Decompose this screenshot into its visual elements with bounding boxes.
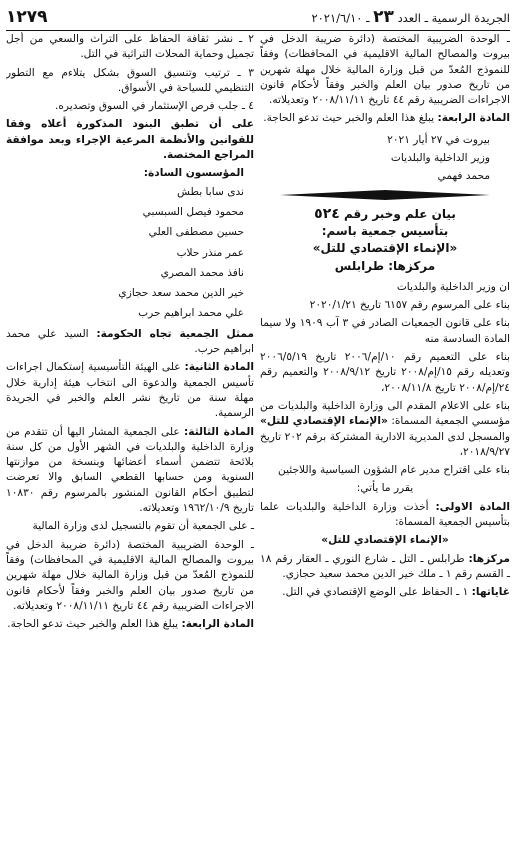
basis-law: بناء على قانون الجمعيات الصادر في ٣ آب ١٩٠٩ ولا سيما المادة السادسة منه bbox=[260, 317, 510, 345]
hq-label: مركزها: bbox=[468, 552, 510, 565]
association-hq: مركزها: طرابلس bbox=[334, 258, 436, 273]
page-header bbox=[6, 6, 510, 31]
article-2-label: المادة الثانية: bbox=[184, 361, 254, 374]
section-divider bbox=[260, 189, 510, 201]
decides-line: يقرر ما يأتي: bbox=[356, 482, 414, 495]
sign-name: محمد فهمي bbox=[437, 170, 490, 183]
notice-title-text: بيان علم وخبر رقم bbox=[343, 206, 456, 221]
hq-paragraph bbox=[260, 552, 510, 583]
founder-name: ندى سابا بطش bbox=[177, 185, 244, 198]
founder-name: عمر منذر حلاب bbox=[176, 246, 244, 259]
article-4-paragraph bbox=[6, 617, 254, 632]
law-note: على أن تطبق البنود المذكورة أعلاه وفقا للقوانين والأنظمة المرعية الإجراء وبعد موافقة المراجع المختصة. bbox=[6, 118, 254, 162]
article-4-text: يبلغ هذا العلم والخبر حيث تدعو الحاجة. bbox=[7, 618, 182, 631]
tax-unit-paragraph: ـ الوحدة الضريبية المختصة (دائرة ضريبة الدخل في بيروت والمصالح المالية الاقليمية في المحافظات) وفقاً للنموذج المُعدّ من قبل وزارة المالية خلال مهلة شهرين من تاريخ صدور بيان العلم والخبر وفقاً لأحكام قانون الاجراءات الضريبية رقم ٤٤ تاريخ ٢٠٠٨/١١/١١ وتعديلاته. bbox=[260, 33, 510, 107]
article-4-label: المادة الرابعة: bbox=[181, 618, 254, 631]
goals-paragraph bbox=[260, 585, 510, 600]
basis-notification-name: «الإنماء الإقتصادي للتل» bbox=[260, 415, 388, 428]
basis-notification-a: بناء على الاعلام المقدم الى وزارة الداخلية والبلديات من مؤسسي الجمعية المسماة: bbox=[260, 399, 510, 428]
goal-3: ٣ ـ ترتيب وتنسيق السوق بشكل يتلاءم مع التطور التنظيمي للسياحة في الأسواق. bbox=[6, 66, 254, 94]
right-column bbox=[260, 32, 510, 852]
goal-2: ٢ ـ نشر ثقافة الحفاظ على التراث والسعي من أجل تجميل وحماية المحلات التراثية في التل. bbox=[6, 33, 254, 61]
hq-text: طرابلس ـ التل ـ شارع النوري ـ العقار رقم ١٨ ـ القسم رقم ١ ـ ملك خير الدين محمد سعيد حجازي. bbox=[260, 552, 510, 580]
article-2-text: على الهيئة التأسيسية إستكمال اجراءات تأسيس الجمعية والدعوة الى انتخاب هيئة إدارية خلال مهلة سنة من تاريخ نشر العلم والخبر في الجريدة الرسمية. bbox=[6, 361, 254, 420]
article-3-paragraph bbox=[6, 425, 254, 517]
article-1-association-name: «الإنماء الإقتصادي للتل» bbox=[321, 534, 449, 547]
basis-proposal: بناء على اقتراح مدير عام الشؤون السياسية واللاجئين bbox=[278, 464, 510, 477]
goals-label: غاياتها: bbox=[471, 586, 510, 599]
header-publication bbox=[311, 7, 510, 27]
founder-name: حسين مصطفى العلي bbox=[148, 226, 244, 239]
page-number: ١٢٧٩ bbox=[6, 7, 48, 27]
founder-name: خير الدين محمد سعد حجازي bbox=[118, 287, 244, 300]
minister-intro: ان وزير الداخلية والبلديات bbox=[396, 280, 510, 293]
article-4-text: يبلغ هذا العلم والخبر حيث تدعو الحاجة. bbox=[263, 112, 438, 125]
sign-title: وزير الداخلية والبلديات bbox=[390, 152, 490, 165]
article-4-paragraph bbox=[260, 111, 510, 126]
representative-text: السيد علي محمد ابراهيم حرب. bbox=[6, 327, 254, 356]
issue-date: ـ ٢٠٢١/٦/١٠ bbox=[311, 11, 370, 25]
founder-name: علي محمد ابراهيم حرب bbox=[138, 307, 244, 320]
publication-name: الجريدة الرسمية ـ العدد bbox=[397, 11, 510, 25]
article-3-label: المادة الثالثة: bbox=[184, 425, 254, 438]
basis-notification bbox=[260, 399, 510, 460]
representative-label: ممثل الجمعية تجاه الحكومة: bbox=[96, 327, 254, 340]
left-column bbox=[6, 32, 254, 852]
register-note: ـ على الجمعية أن تقوم بالتسجيل لدى وزارة المالية bbox=[32, 520, 254, 533]
divider-ornament bbox=[280, 189, 490, 201]
notice-title bbox=[260, 207, 510, 222]
article-1-label: المادة الاولى: bbox=[435, 500, 510, 513]
article-1-paragraph bbox=[260, 500, 510, 531]
association-name: «الإنماء الإقتصادي للتل» bbox=[312, 241, 458, 256]
notice-number: ٥٢٤ bbox=[314, 205, 340, 222]
basis-circulars: بناء على التعميم رقم ١٠/إم/٢٠٠٦ تاريخ ٢٠٠٦/٥/١٩ وتعديله رقم ١٥/إم/٢٠٠٨ تاريخ ٢٠٠٨/٩/١٢ والتعميم رقم ٢٤/إم/٢٠٠٨ تاريخ ٢٠٠٨/١١/٨، bbox=[260, 351, 510, 394]
article-4-label: المادة الرابعة: bbox=[437, 112, 510, 125]
notice-subtitle: بتأسيس جمعية باسم: bbox=[321, 223, 449, 238]
founder-name: محمود فيصل السبسبي bbox=[142, 205, 244, 218]
issue-number: ٢٣ bbox=[373, 7, 394, 27]
founder-name: نافذ محمد المصري bbox=[160, 266, 244, 279]
basis-notification-b: والمسجل لدى المديرية الادارية المشتركة برقم ٢٠٢ تاريخ ٢٠١٨/٩/٢٧، bbox=[260, 430, 510, 458]
founders-heading: المؤسسون السادة: bbox=[143, 167, 244, 180]
sign-place-date: بيروت في ٢٧ أيار ٢٠٢١ bbox=[387, 133, 490, 146]
article-1-text: أخذت وزارة الداخلية والبلديات علما بتأسيس الجمعية المسماة: bbox=[260, 500, 510, 529]
goal-4: ٤ ـ جلب فرص الإستثمار في السوق وتصديره. bbox=[54, 100, 254, 113]
representative-paragraph bbox=[6, 327, 254, 358]
basis-decree: بناء على المرسوم رقم ٦١٥٧ تاريخ ٢٠٢٠/١/٢١ bbox=[309, 299, 510, 312]
article-3-text: على الجمعية المشار اليها أن تتقدم من وزارة الداخلية والبلديات في الشهر الأول من كل سنة بلائحة تتضمن أسماء أعضائها وبنسخة من موازنتها السنوية ومن حسابها القطعي السابق والا تعرضت لتطبيق أحكام القانون المنشور بالمرسوم رقم ١٠٨٣٠ تاريخ ١٩٦٢/١٠/٩ وتعديلاته. bbox=[6, 425, 254, 515]
goals-text: ١ ـ الحفاظ على الوضع الإقتصادي في التل. bbox=[282, 586, 472, 599]
tax-unit-paragraph: ـ الوحدة الضريبية المختصة (دائرة ضريبة الدخل في بيروت والمصالح المالية الاقليمية في المحافظات) وفقاً للنموذج المُعدّ من قبل وزارة المالية خلال مهلة شهرين من تاريخ صدور بيان العلم والخبر وفقاً لأحكام قانون الاجراءات الضريبية رقم ٤٤ تاريخ ٢٠٠٨/١١/١١ وتعديلاته. bbox=[6, 538, 254, 612]
founders-list bbox=[6, 185, 254, 322]
article-2-paragraph bbox=[6, 360, 254, 421]
